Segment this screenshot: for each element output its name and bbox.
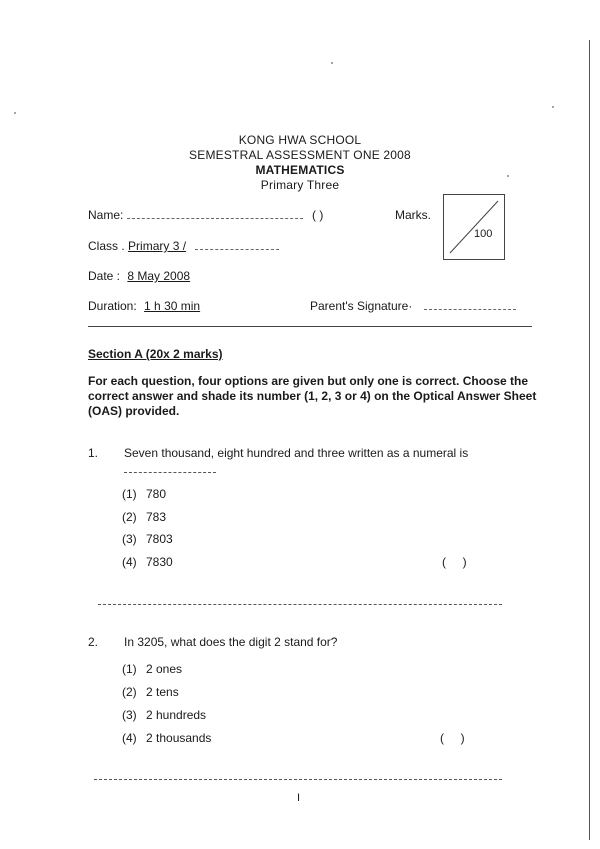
question-1-answer-paren: ( ) (442, 555, 467, 569)
question-1-divider (98, 604, 502, 605)
class-label: Class . (88, 239, 125, 253)
marks-total: 100 (474, 228, 493, 240)
marks-box (443, 194, 505, 260)
level-title: Primary Three (260, 178, 340, 192)
question-2-number: 2. (88, 635, 99, 649)
name-label: Name: (88, 208, 124, 222)
question-2-option-1 (122, 662, 182, 676)
question-1-text: Seven thousand, eight hundred and three written as a numeral is (124, 446, 469, 460)
option-number: (4) (122, 731, 137, 745)
option-text: 7830 (146, 555, 173, 569)
question-1-option-3 (122, 532, 173, 546)
option-text: 783 (146, 510, 167, 524)
parent-signature-blank (424, 299, 516, 310)
option-text: 2 ones (146, 662, 183, 676)
date-value: 8 May 2008 (127, 269, 191, 283)
header-divider (88, 326, 532, 327)
question-1-option-1 (122, 487, 166, 501)
section-instructions: For each question, four options are given but only one is correct. Choose the correct answer and shade its number (1, 2, 3 or 4) on the Optical Answer Sheet (OAS) provided. (88, 374, 537, 418)
option-text: 7803 (146, 532, 173, 546)
page-number: I (297, 792, 301, 804)
parent-signature-field (310, 299, 516, 313)
name-index-paren: ( ) (312, 208, 324, 222)
option-number: (4) (122, 555, 137, 569)
duration-field (88, 299, 200, 313)
option-number: (2) (122, 685, 137, 699)
class-value: Primary 3 / (128, 239, 187, 253)
question-2-option-2 (122, 685, 179, 699)
section-title: Section A (20x 2 marks) (88, 347, 223, 361)
marks-slash-icon (444, 195, 504, 259)
question-2-text: In 3205, what does the digit 2 stand for? (124, 635, 338, 649)
name-blank (127, 208, 303, 219)
question-2-option-4 (122, 731, 211, 745)
option-text: 780 (146, 487, 167, 501)
marks-label: Marks. (395, 208, 431, 222)
date-field (88, 269, 190, 283)
option-number: (2) (122, 510, 137, 524)
question-2-option-3 (122, 708, 206, 722)
scan-speck (14, 112, 16, 114)
name-field (88, 208, 323, 222)
question-1-option-4 (122, 555, 173, 569)
option-number: (1) (122, 487, 137, 501)
parent-signature-label: Parent's Signature· (310, 299, 413, 313)
question-1-number: 1. (88, 446, 99, 460)
option-number: (3) (122, 532, 137, 546)
date-label: Date : (88, 269, 121, 283)
option-text: 2 hundreds (146, 708, 207, 722)
question-2-divider (94, 779, 502, 780)
question-1-option-2 (122, 510, 166, 524)
duration-label: Duration: (88, 299, 137, 313)
question-1-blank (124, 472, 216, 473)
subject-title: MATHEMATICS (255, 163, 345, 177)
class-field (88, 239, 279, 253)
school-name: KONG HWA SCHOOL (238, 133, 362, 147)
option-text: 2 thousands (146, 731, 212, 745)
option-number: (1) (122, 662, 137, 676)
question-2-answer-paren: ( ) (440, 731, 465, 745)
scan-speck (552, 106, 554, 108)
option-text: 2 tens (146, 685, 179, 699)
option-number: (3) (122, 708, 137, 722)
scan-speck (331, 62, 333, 64)
class-blank (195, 239, 279, 250)
exam-title: SEMESTRAL ASSESSMENT ONE 2008 (189, 148, 411, 162)
duration-value: 1 h 30 min (144, 299, 201, 313)
